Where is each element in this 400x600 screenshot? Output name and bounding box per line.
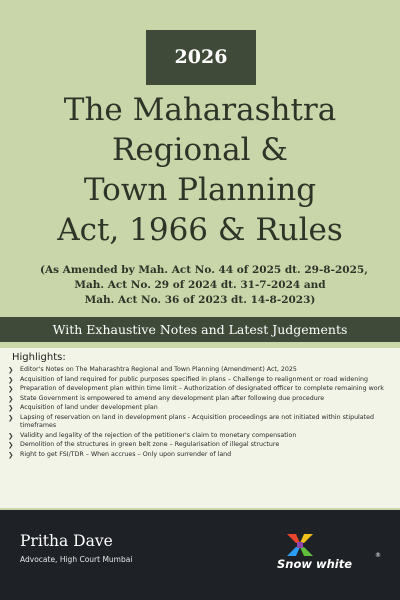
chevron-right-icon: ❯ bbox=[8, 450, 14, 459]
highlight-text: Validity and legality of the rejection of the petitioner's claim to monetary compensation bbox=[20, 431, 297, 439]
highlights-box bbox=[0, 348, 400, 508]
highlight-text: Demolition of the structures in green belt zone – Regularisation of illegal structure bbox=[20, 441, 280, 449]
chevron-right-icon: ❯ bbox=[8, 375, 14, 384]
chevron-right-icon: ❯ bbox=[8, 394, 14, 403]
publisher-name: Snow white bbox=[277, 557, 353, 571]
chevron-right-icon: ❯ bbox=[8, 441, 14, 450]
highlight-text: Right to get FSI/TDR – When accrues – Only upon surrender of land bbox=[20, 450, 232, 458]
snow-white-logo-icon bbox=[285, 532, 315, 558]
amendment-line: Mah. Act No. 36 of 2023 dt. 14-8-2023) bbox=[84, 294, 316, 306]
highlights-title: Highlights: bbox=[12, 352, 66, 363]
notes-banner: With Exhaustive Notes and Latest Judgements bbox=[0, 317, 400, 342]
highlight-text: State Government is empowered to amend any development plan after following due procedure bbox=[20, 394, 325, 402]
publisher-logo bbox=[277, 532, 387, 582]
amendment-line: Mah. Act No. 29 of 2024 dt. 31-7-2024 and bbox=[74, 279, 326, 291]
chevron-right-icon: ❯ bbox=[8, 366, 14, 374]
title-line: Regional & bbox=[112, 132, 288, 168]
highlights-list bbox=[8, 366, 393, 461]
chevron-right-icon: ❯ bbox=[8, 404, 14, 413]
amendment-note bbox=[40, 263, 368, 308]
highlight-item bbox=[8, 366, 393, 374]
cover-footer bbox=[0, 510, 400, 600]
edition-year: 2026 bbox=[146, 30, 256, 85]
highlight-item bbox=[8, 404, 393, 412]
title-line: Town Planning bbox=[83, 172, 317, 208]
highlight-item bbox=[8, 451, 393, 459]
title-line: Act, 1966 & Rules bbox=[57, 212, 343, 248]
author-role: Advocate, High Court Mumbai bbox=[20, 555, 133, 564]
highlight-item bbox=[8, 414, 393, 430]
highlight-text: Acquisition of land required for public purposes specified in plans – Challenge to realignment or road widening bbox=[20, 375, 369, 383]
chevron-right-icon: ❯ bbox=[8, 413, 14, 422]
highlight-item bbox=[8, 395, 393, 403]
highlight-text: Lapsing of reservation on land in development plans - Acquisition proceedings are not initiated within stipulated timeframes bbox=[20, 413, 375, 430]
highlight-item bbox=[8, 432, 393, 440]
highlight-item bbox=[8, 376, 393, 384]
highlight-text: Editor's Notes on The Maharashtra Regional and Town Planning (Amendment) Act, 2025 bbox=[20, 366, 297, 373]
highlight-text: Preparation of development plan within time limit – Authorization of designated officer to complete remaining work bbox=[20, 385, 384, 393]
highlight-text: Acquisition of land under development plan bbox=[20, 404, 158, 412]
registered-mark: ® bbox=[375, 552, 381, 559]
book-title bbox=[20, 90, 380, 250]
title-line: The Maharashtra bbox=[63, 92, 337, 128]
highlight-item bbox=[8, 441, 393, 449]
amendment-line: (As Amended by Mah. Act No. 44 of 2025 dt. 29-8-2025, bbox=[40, 264, 368, 276]
author-name: Pritha Dave bbox=[20, 532, 113, 550]
chevron-right-icon: ❯ bbox=[8, 431, 14, 440]
highlight-item bbox=[8, 385, 393, 393]
chevron-right-icon: ❯ bbox=[8, 385, 14, 394]
